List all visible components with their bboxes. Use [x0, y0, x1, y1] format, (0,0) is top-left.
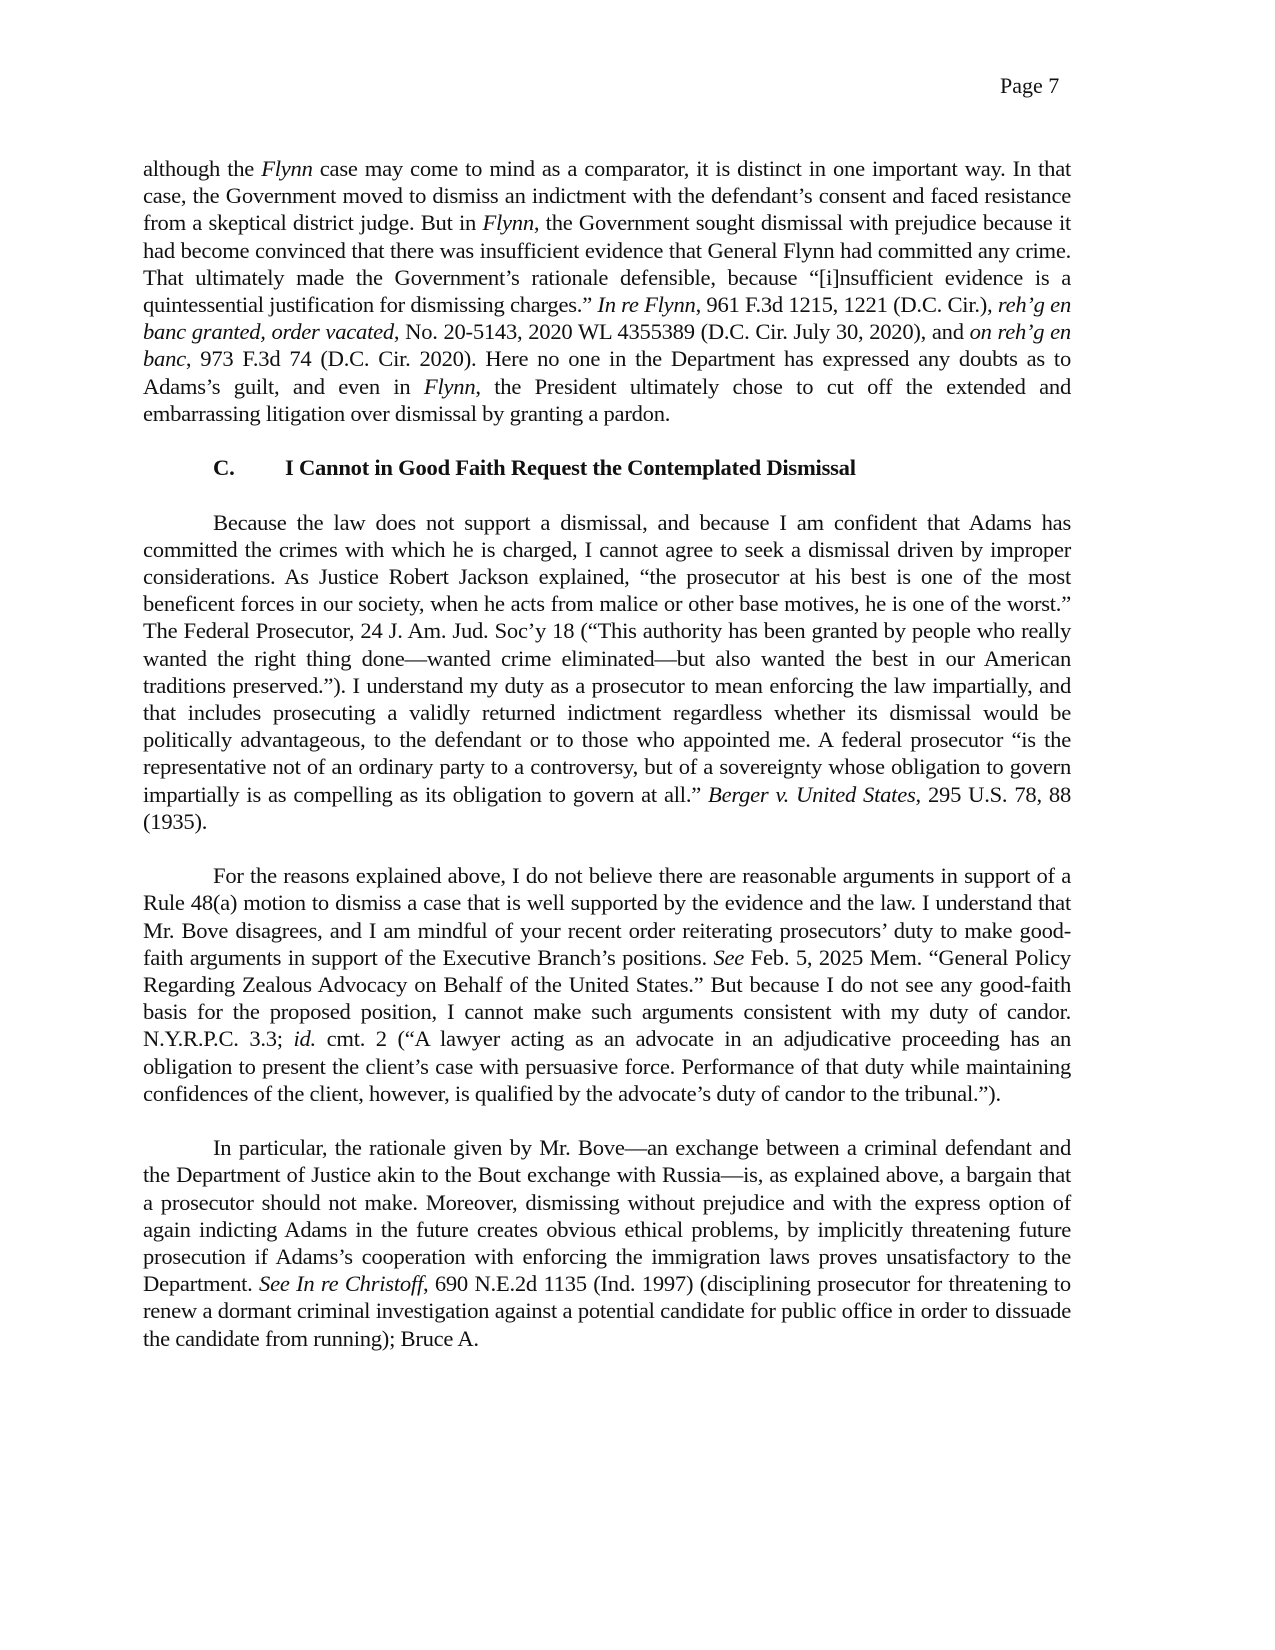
body-text-segment: , 295 U.S. 78, 88 (1935). [143, 781, 1071, 834]
page-number: Page 7 [1000, 73, 1060, 98]
italic-citation-text: Flynn [482, 210, 534, 236]
body-text-segment: , No. 20-5143, 2020 WL 4355389 (D.C. Cir. July 30, 2020), and [393, 319, 970, 345]
paragraph-flynn-comparator [143, 155, 1071, 427]
body-text-segment: , the President ultimately chose to cut off the extended and embarrassing litigation over dismissal by granting a pardon. [143, 373, 1071, 426]
body-text-segment: , 690 N.E.2d 1135 (Ind. 1997) (disciplining prosecutor for threatening to renew a dormant criminal investigation against a potential candidate for public office in order to dissuade the candidate from running); Bruce A. [143, 1271, 1071, 1351]
paragraph-bove-rationale [143, 1134, 1071, 1352]
italic-citation-text: reh’g en banc granted, order vacated [143, 292, 1071, 345]
section-heading [143, 454, 1071, 481]
body-text-segment: cmt. 2 (“A lawyer acting as an advocate in an adjudicative proceeding has an obligation to present the client’s case with persuasive force. Performance of that duty while maintaining confidences of the client, however, is qualified by the advocate’s duty of candor to the tribunal.”). [143, 1026, 1071, 1106]
body-text-segment: , the Government sought dismissal with prejudice because it had become convinced that there was insufficient evidence that General Flynn had committed any crime. That ultimately made the Government’s rationale defensible, because “[i]nsufficient evidence is a quintessential justification for dismissing charges.” [143, 210, 1071, 318]
italic-citation-text: Flynn [423, 373, 476, 399]
body-text-segment: For the reasons explained above, I do not believe there are reasonable arguments in support of a Rule 48(a) motion to dismiss a case that is well supported by the evidence and the law. I understand that Mr. Bove disagrees, and I am mindful of your recent order reiterating prosecutors’ duty to make good-faith arguments in support of the Executive Branch’s positions. [143, 863, 1071, 970]
body-text-segment: case may come to mind as a comparator, it is distinct in one important way. In that case, the Government moved to dismiss an indictment with the defendant’s consent and faced resistance from a skeptical district judge. But in [143, 156, 1071, 236]
body-text-segment: Because the law does not support a dismissal, and because I am confident that Adams has committed the crimes with which he is charged, I cannot agree to seek a dismissal driven by improper considerations. As Justice Robert Jackson explained, “the prosecutor at his best is one of the most beneficent forces in our society, when he acts from malice or other base motives, he is one of the worst.” The Federal Prosecutor, 24 J. Am. Jud. Soc’y 18 (“This authority has been granted by people who really wanted the right thing done—wanted crime eliminated—but also wanted the best in our American traditions preserved.”). I understand my duty as a prosecutor to mean enforcing the law impartially, and that includes prosecuting a validly returned indictment regardless whether its dismissal would be politically advantageous, to the defendant or to those who appointed me. A federal prosecutor “is the representative not of an ordinary party to a controversy, but of a sovereignty whose obligation to govern impartially is as compelling as its obligation to govern at all.” [143, 509, 1071, 807]
paragraph-rule-48a [143, 862, 1071, 1107]
section-title: I Cannot in Good Faith Request the Contemplated Dismissal [285, 455, 856, 481]
body-text-segment: Feb. 5, 2025 Mem. “General Policy Regarding Zealous Advocacy on Behalf of the United States.” But because I do not see any good-faith basis for the proposed position, I cannot make such arguments consistent with my duty of candor. N.Y.R.P.C. 3.3; [143, 944, 1071, 1052]
body-text-segment: In particular, the rationale given by Mr. Bove—an exchange between a criminal defendant and the Department of Justice akin to the Bout exchange with Russia—is, as explained above, a bargain that a prosecutor should not make. Moreover, dismissing without prejudice and with the express option of again indicting Adams in the future creates obvious ethical problems, by implicitly threatening future prosecution if Adams’s cooperation with enforcing the immigration laws proves unsatisfactory to the Department. [143, 1135, 1071, 1297]
italic-citation-text: id. [293, 1026, 316, 1052]
italic-citation-text: See In re Christoff [259, 1271, 423, 1297]
document-body [143, 155, 1071, 1379]
italic-citation-text: Berger v. United States [708, 781, 916, 807]
italic-citation-text: In re Flynn [597, 292, 696, 318]
body-text-segment: , 973 F.3d 74 (D.C. Cir. 2020). Here no one in the Department has expressed any doubts as to Adams’s guilt, and even in [143, 346, 1071, 399]
italic-citation-text: Flynn [261, 156, 313, 181]
body-text-segment: , 961 F.3d 1215, 1221 (D.C. Cir.), [695, 292, 998, 318]
italic-citation-text: See [713, 944, 745, 970]
section-letter: C. [213, 455, 235, 481]
body-text-segment: although the [143, 156, 262, 181]
paragraph-good-faith [143, 509, 1071, 835]
italic-citation-text: on reh’g en banc [143, 319, 1071, 372]
